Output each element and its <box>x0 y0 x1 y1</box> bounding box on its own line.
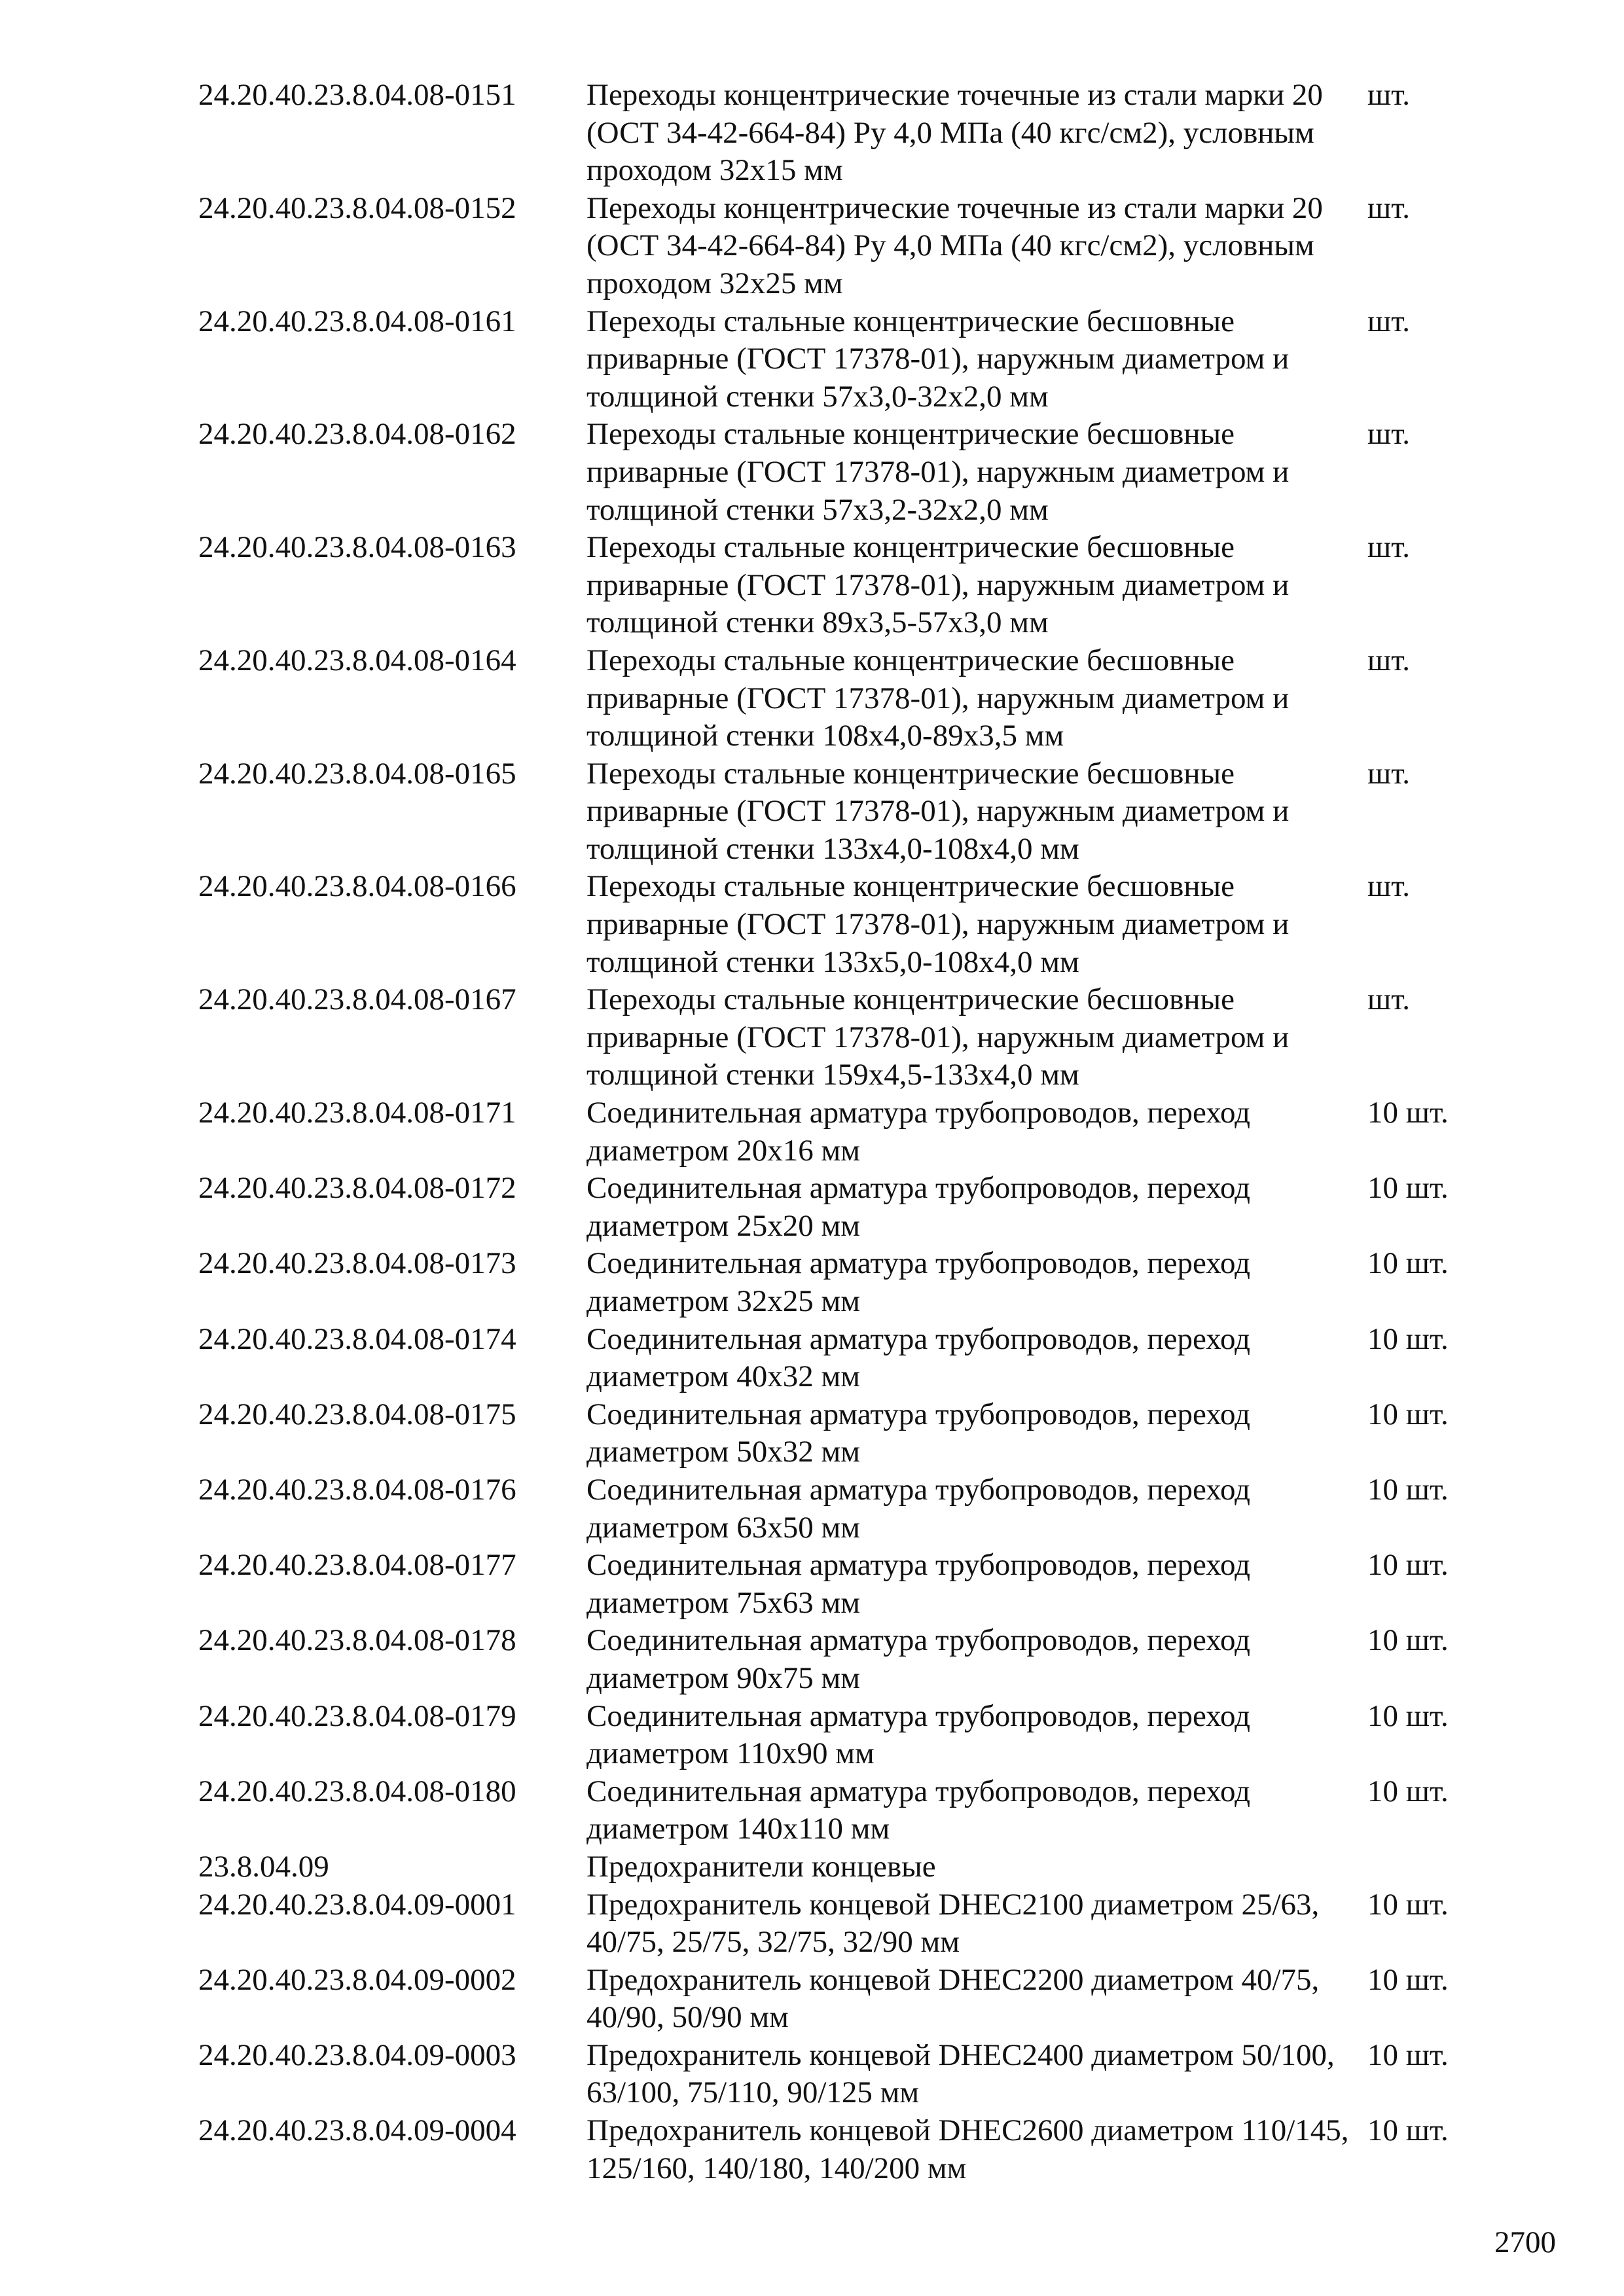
row-code: 24.20.40.23.8.04.09-0002 <box>198 1962 516 1997</box>
row-name: Переходы стальные концентрические бесшовные приварные (ГОСТ 17378-01), наружным диаметром и толщиной стенки 89х3,5-57х3,0 мм <box>586 530 1290 640</box>
row-name: Предохранитель концевой DHEC2400 диаметром 50/100, 63/100, 75/110, 90/125 мм <box>586 2037 1335 2110</box>
table-row <box>198 77 1475 190</box>
row-name: Соединительная арматура трубопроводов, переход диаметром 20х16 мм <box>586 1096 1251 1168</box>
row-code: 24.20.40.23.8.04.08-0164 <box>198 643 516 677</box>
table-row <box>198 1547 1475 1622</box>
row-code: 24.20.40.23.8.04.08-0166 <box>198 869 516 904</box>
row-name: Соединительная арматура трубопроводов, переход диаметром 32х25 мм <box>586 1246 1251 1318</box>
row-unit: шт. <box>1367 530 1410 565</box>
row-unit: 10 шт. <box>1367 2037 1449 2072</box>
section-title: Предохранители концевые <box>586 1849 936 1884</box>
section-code: 23.8.04.09 <box>198 1849 329 1884</box>
row-code: 24.20.40.23.8.04.08-0177 <box>198 1548 516 1583</box>
row-name: Соединительная арматура трубопроводов, переход диаметром 75х63 мм <box>586 1548 1251 1620</box>
row-name: Соединительная арматура трубопроводов, переход диаметром 40х32 мм <box>586 1321 1251 1394</box>
row-name: Предохранитель концевой DHEC2100 диаметром 25/63, 40/75, 25/75, 32/75, 32/90 мм <box>586 1887 1320 1960</box>
table-row <box>198 1396 1475 1471</box>
row-unit: 10 шт. <box>1367 1962 1449 1997</box>
table-row <box>198 416 1475 529</box>
row-name: Переходы стальные концентрические бесшовные приварные (ГОСТ 17378-01), наружным диаметром и толщиной стенки 57х3,2-32х2,0 мм <box>586 417 1290 527</box>
row-name: Соединительная арматура трубопроводов, переход диаметром 50х32 мм <box>586 1397 1251 1469</box>
row-unit: шт. <box>1367 190 1410 225</box>
table-row <box>198 1245 1475 1320</box>
row-name: Переходы стальные концентрические бесшовные приварные (ГОСТ 17378-01), наружным диаметром и толщиной стенки 108х4,0-89х3,5 мм <box>586 643 1290 753</box>
row-unit: шт. <box>1367 78 1410 112</box>
table-row <box>198 1170 1475 1245</box>
row-unit: 10 шт. <box>1367 1548 1449 1583</box>
row-name: Переходы стальные концентрические бесшовные приварные (ГОСТ 17378-01), наружным диаметром и толщиной стенки 159х4,5-133х4,0 мм <box>586 982 1290 1092</box>
row-unit: 10 шт. <box>1367 2113 1449 2148</box>
row-code: 24.20.40.23.8.04.08-0167 <box>198 982 516 1017</box>
resource-table <box>198 77 1475 2187</box>
table-row <box>198 2037 1475 2112</box>
row-unit: 10 шт. <box>1367 1623 1449 1658</box>
table-row <box>198 981 1475 1094</box>
table-row <box>198 2112 1475 2187</box>
row-unit: 10 шт. <box>1367 1246 1449 1281</box>
table-row <box>198 1471 1475 1547</box>
row-unit: шт. <box>1367 417 1410 452</box>
table-row <box>198 642 1475 755</box>
table-row <box>198 1962 1475 2037</box>
row-code: 24.20.40.23.8.04.08-0176 <box>198 1472 516 1507</box>
table-row <box>198 755 1475 869</box>
row-code: 24.20.40.23.8.04.08-0165 <box>198 756 516 791</box>
row-code: 24.20.40.23.8.04.08-0152 <box>198 190 516 225</box>
row-code: 24.20.40.23.8.04.08-0173 <box>198 1246 516 1281</box>
row-code: 24.20.40.23.8.04.08-0162 <box>198 417 516 452</box>
row-code: 24.20.40.23.8.04.09-0004 <box>198 2113 516 2148</box>
row-name: Предохранитель концевой DHEC2600 диаметром 110/145, 125/160, 140/180, 140/200 мм <box>586 2113 1349 2185</box>
table-row <box>198 190 1475 303</box>
table-row <box>198 303 1475 416</box>
table-row <box>198 1698 1475 1773</box>
row-name: Соединительная арматура трубопроводов, переход диаметром 110х90 мм <box>586 1698 1251 1771</box>
row-unit: шт. <box>1367 756 1410 791</box>
row-name: Переходы стальные концентрические бесшовные приварные (ГОСТ 17378-01), наружным диаметром и толщиной стенки 133х4,0-108х4,0 мм <box>586 756 1290 866</box>
row-name: Переходы концентрические точечные из стали марки 20 (ОСТ 34-42-664-84) Ру 4,0 МПа (40 кгс/см2), условным проходом 32х15 мм <box>586 78 1323 188</box>
table-row <box>198 1094 1475 1170</box>
row-name: Переходы стальные концентрические бесшовные приварные (ГОСТ 17378-01), наружным диаметром и толщиной стенки 57х3,0-32х2,0 мм <box>586 304 1290 414</box>
row-code: 24.20.40.23.8.04.08-0171 <box>198 1096 516 1130</box>
row-unit: 10 шт. <box>1367 1698 1449 1733</box>
row-unit: 10 шт. <box>1367 1397 1449 1431</box>
row-code: 24.20.40.23.8.04.09-0001 <box>198 1887 516 1922</box>
row-code: 24.20.40.23.8.04.08-0179 <box>198 1698 516 1733</box>
table-row <box>198 1321 1475 1396</box>
row-code: 24.20.40.23.8.04.08-0163 <box>198 530 516 565</box>
row-unit: 10 шт. <box>1367 1472 1449 1507</box>
row-unit: 10 шт. <box>1367 1096 1449 1130</box>
row-name: Соединительная арматура трубопроводов, переход диаметром 90х75 мм <box>586 1623 1251 1695</box>
table-row <box>198 1773 1475 1848</box>
row-name: Соединительная арматура трубопроводов, переход диаметром 63х50 мм <box>586 1472 1251 1545</box>
table-row <box>198 868 1475 981</box>
row-code: 24.20.40.23.8.04.08-0180 <box>198 1774 516 1808</box>
row-unit: шт. <box>1367 304 1410 338</box>
row-unit: 10 шт. <box>1367 1321 1449 1356</box>
row-name: Соединительная арматура трубопроводов, переход диаметром 140х110 мм <box>586 1774 1251 1846</box>
row-code: 24.20.40.23.8.04.08-0161 <box>198 304 516 338</box>
row-name: Переходы концентрические точечные из стали марки 20 (ОСТ 34-42-664-84) Ру 4,0 МПа (40 кгс/см2), условным проходом 32х25 мм <box>586 190 1323 300</box>
row-name: Переходы стальные концентрические бесшовные приварные (ГОСТ 17378-01), наружным диаметром и толщиной стенки 133х5,0-108х4,0 мм <box>586 869 1290 979</box>
row-code: 24.20.40.23.8.04.09-0003 <box>198 2037 516 2072</box>
row-unit: 10 шт. <box>1367 1887 1449 1922</box>
row-code: 24.20.40.23.8.04.08-0174 <box>198 1321 516 1356</box>
table-row <box>198 529 1475 642</box>
row-unit: 10 шт. <box>1367 1774 1449 1808</box>
row-unit: шт. <box>1367 869 1410 904</box>
row-unit: шт. <box>1367 982 1410 1017</box>
row-code: 24.20.40.23.8.04.08-0175 <box>198 1397 516 1431</box>
table-row <box>198 1886 1475 1962</box>
row-name: Предохранитель концевой DHEC2200 диаметром 40/75, 40/90, 50/90 мм <box>586 1962 1320 2035</box>
table-row <box>198 1622 1475 1697</box>
row-code: 24.20.40.23.8.04.08-0151 <box>198 78 516 112</box>
row-code: 24.20.40.23.8.04.08-0172 <box>198 1171 516 1206</box>
page-number: 2700 <box>1494 2225 1556 2259</box>
row-code: 24.20.40.23.8.04.08-0178 <box>198 1623 516 1658</box>
row-unit: 10 шт. <box>1367 1171 1449 1206</box>
section-heading-row <box>198 1848 1475 1886</box>
row-unit: шт. <box>1367 643 1410 677</box>
row-name: Соединительная арматура трубопроводов, переход диаметром 25х20 мм <box>586 1171 1251 1243</box>
